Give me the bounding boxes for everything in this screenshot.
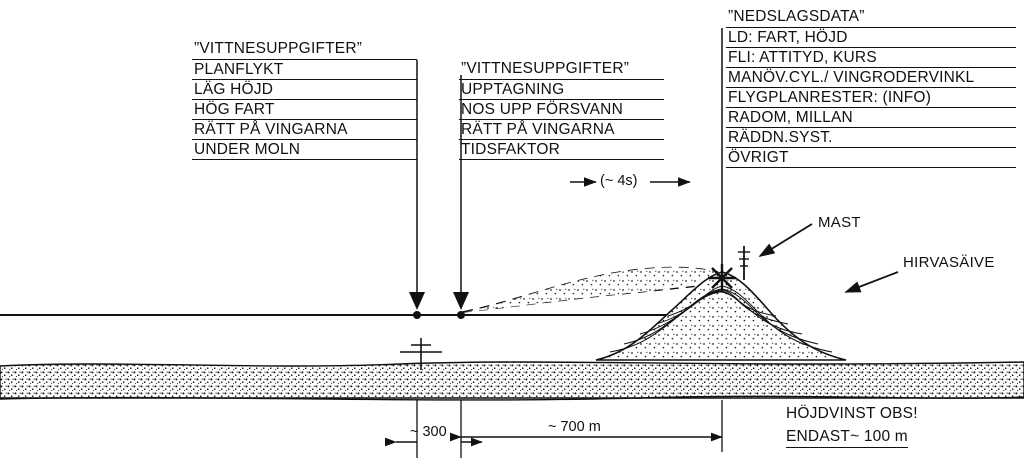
block-impact-data xyxy=(726,8,1016,168)
block-row: HÖG FART xyxy=(192,99,417,119)
block-title: ”VITTNESUPPGIFTER” xyxy=(194,40,363,57)
dimension-label-700: ~ 700 m xyxy=(548,419,601,435)
block-row: PLANFLYKT xyxy=(192,59,417,79)
block-row: UNDER MOLN xyxy=(192,139,417,160)
point-left xyxy=(413,311,421,319)
marker-triangle-left xyxy=(409,292,425,310)
block-row: NOS UPP FÖRSVANN xyxy=(459,99,664,119)
hill-callout-arrow xyxy=(846,272,898,292)
marker-triangle-middle xyxy=(453,292,469,310)
block-row: MANÖV.CYL./ VINGRODERVINKL xyxy=(726,67,1016,87)
callout-label-mast: MAST xyxy=(818,214,861,231)
block-row: RÄTT PÅ VINGARNA xyxy=(459,119,664,139)
note-endast: ENDAST~ 100 m xyxy=(786,428,908,448)
block-title: ”NEDSLAGSDATA” xyxy=(728,8,865,25)
ground-band xyxy=(0,362,1024,400)
mast-icon xyxy=(738,246,750,280)
callout-label-hill: HIRVASÄIVE xyxy=(903,254,995,271)
block-row: LÄG HÖJD xyxy=(192,79,417,99)
impact-star-icon xyxy=(708,264,736,292)
point-middle xyxy=(457,311,465,319)
block-row: FLYGPLANRESTER: (INFO) xyxy=(726,87,1016,107)
mast-callout-arrow xyxy=(760,224,812,256)
block-row: RÄTT PÅ VINGARNA xyxy=(192,119,417,139)
block-row: LD: FART, HÖJD xyxy=(726,27,1016,47)
block-witness-left xyxy=(192,40,417,160)
tidsfaktor-value: (~ 4s) xyxy=(600,173,638,189)
block-row: UPPTAGNING xyxy=(459,79,664,99)
dimension-label-300: ~ 300 xyxy=(410,424,447,440)
block-title: ”VITTNESUPPGIFTER” xyxy=(461,60,630,77)
block-row: FLI: ATTITYD, KURS xyxy=(726,47,1016,67)
block-row: RADOM, MILLAN xyxy=(726,107,1016,127)
block-witness-middle xyxy=(459,60,664,160)
block-row: RÄDDN.SYST. xyxy=(726,127,1016,147)
block-row: TIDSFAKTOR xyxy=(459,139,664,160)
block-row: ÖVRIGT xyxy=(726,147,1016,168)
note-hojdvinst: HÖJDVINST OBS! xyxy=(786,405,918,422)
